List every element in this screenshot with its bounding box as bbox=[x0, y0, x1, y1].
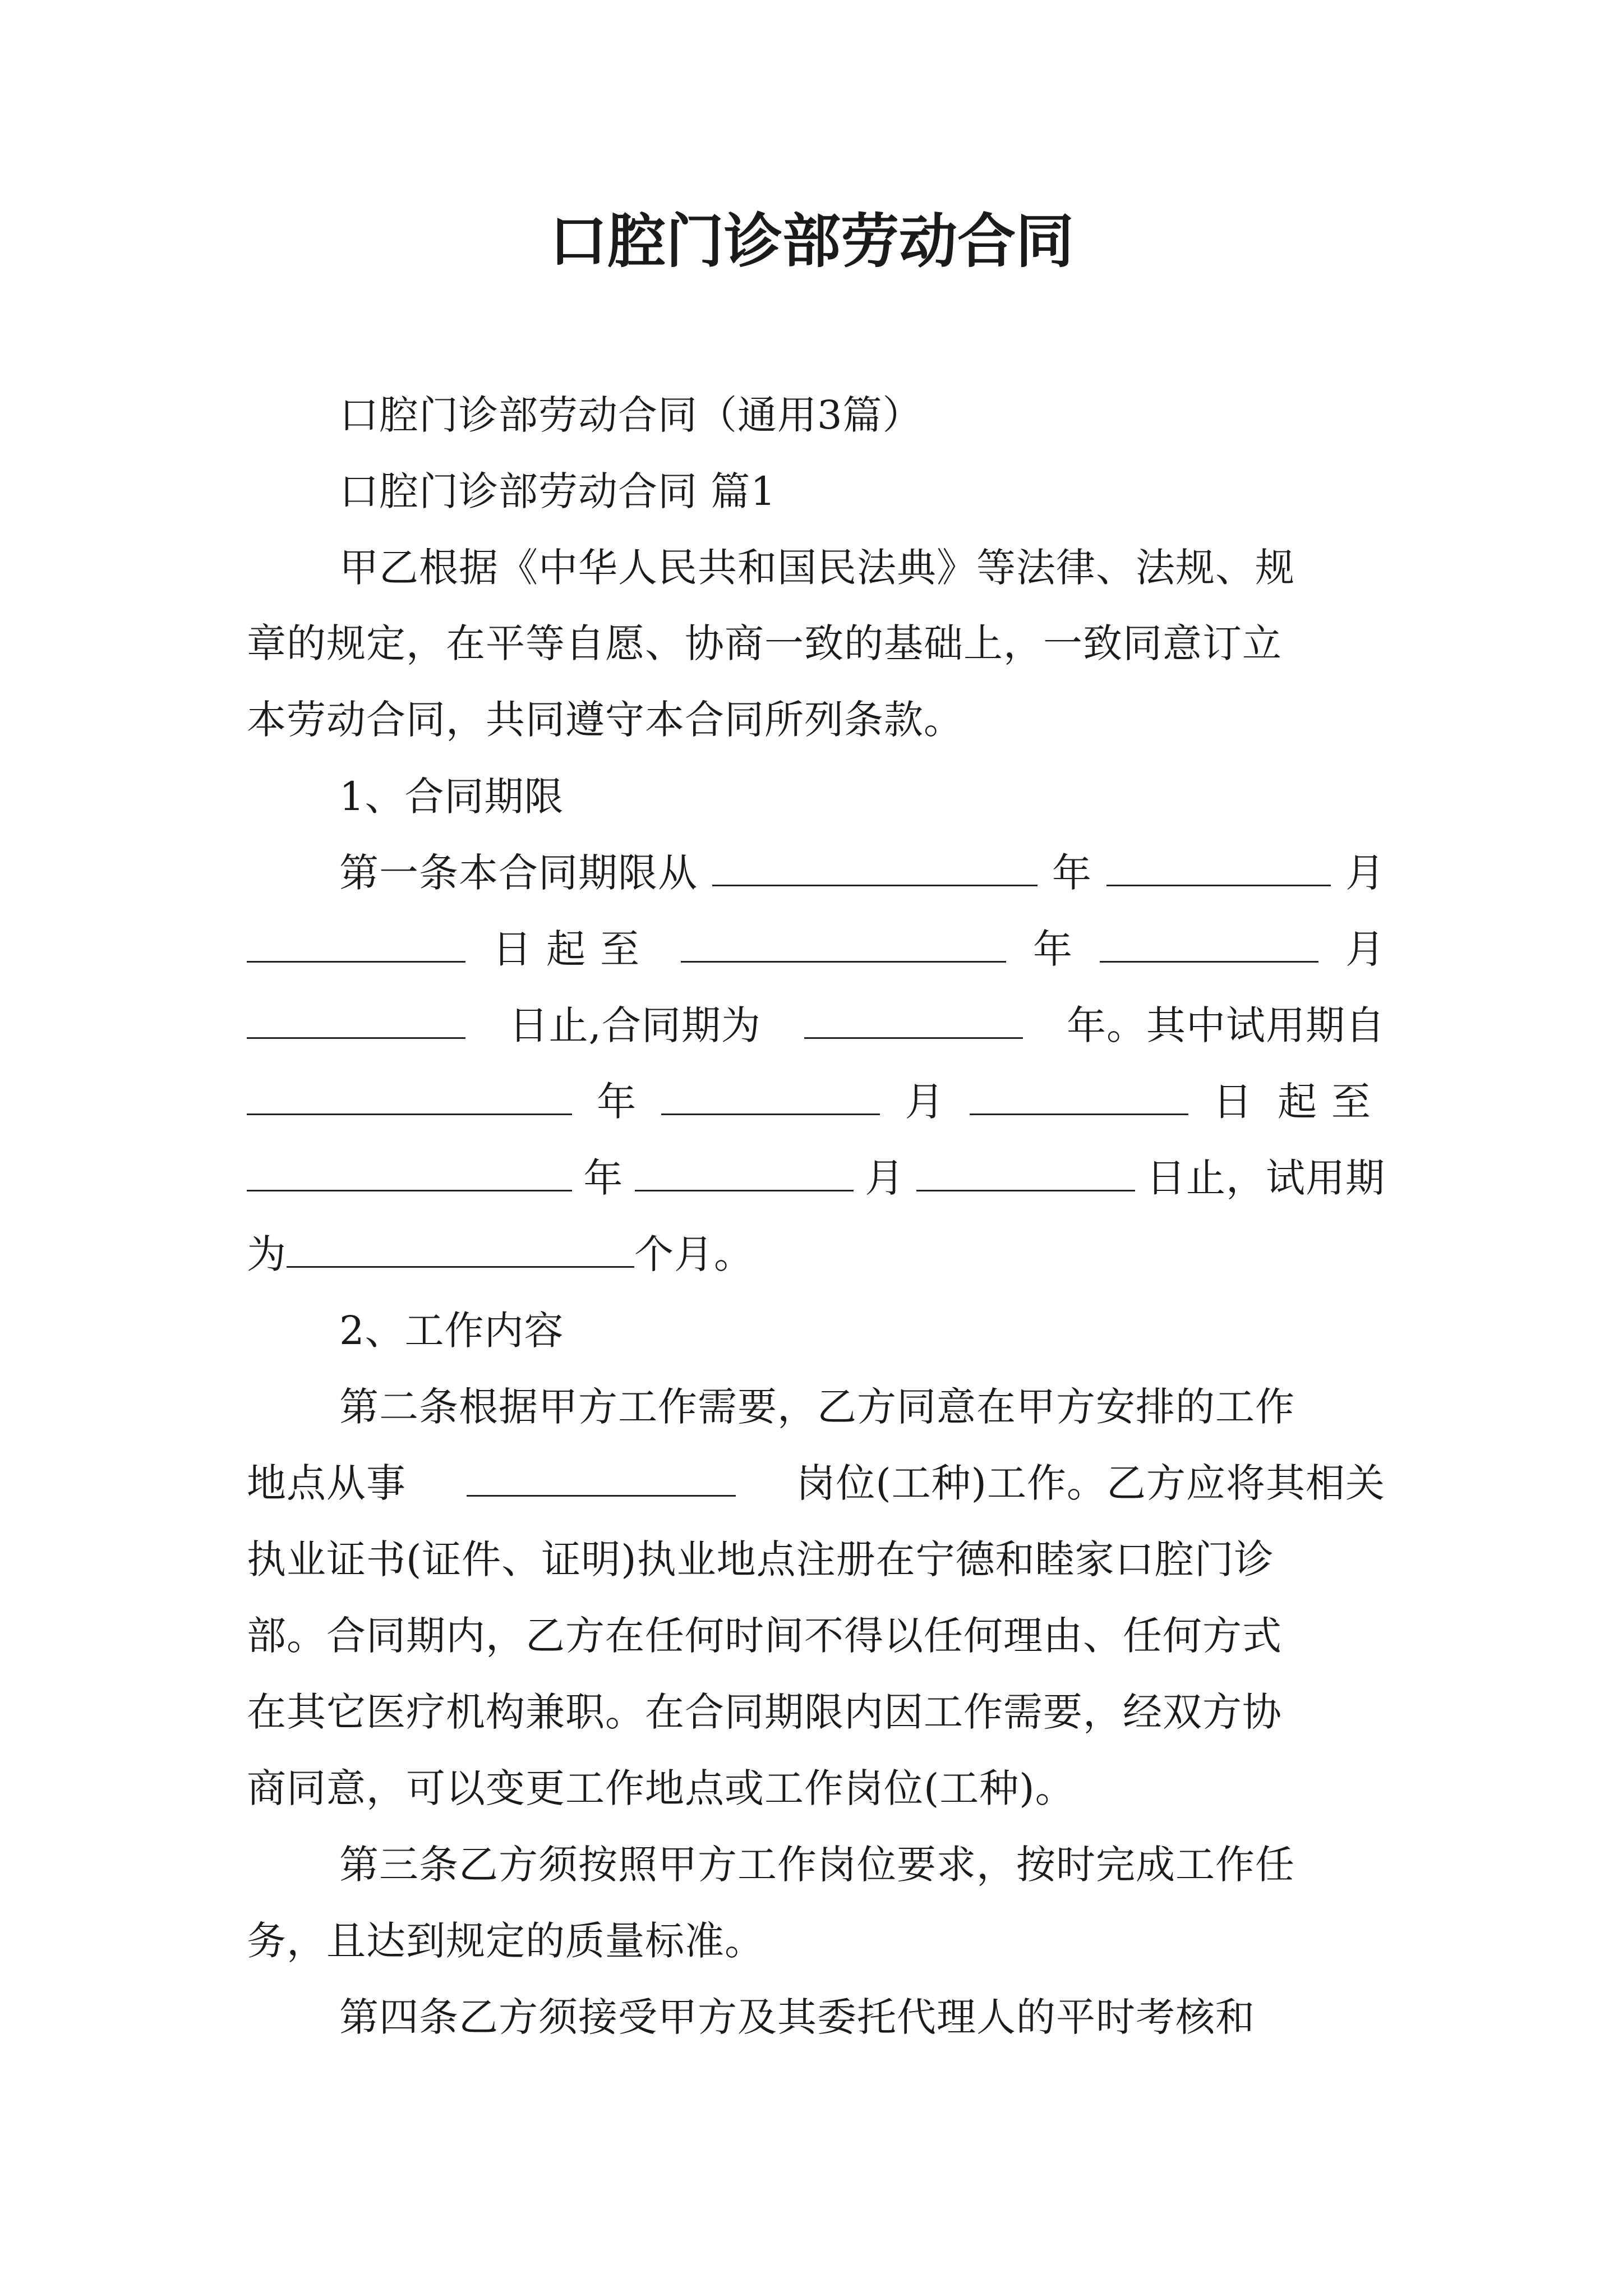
blank-field[interactable] bbox=[681, 922, 1006, 963]
subtitle: 口腔门诊部劳动合同（通用3篇） bbox=[339, 392, 923, 438]
blank-field[interactable] bbox=[916, 1151, 1135, 1191]
article-2-line-5: 在其它医疗机构兼职。在合同期限内因工作需要，经双方协 bbox=[247, 1689, 1282, 1735]
intro-line-2: 章的规定，在平等自愿、协商一致的基础上，一致同意订立 bbox=[247, 620, 1282, 666]
page-title: 口腔门诊部劳动合同 bbox=[548, 207, 1074, 275]
blank-field[interactable] bbox=[1106, 845, 1331, 886]
article-1-line-5: 年 月 日止，试用期 bbox=[247, 1150, 1385, 1206]
blank-field[interactable] bbox=[635, 1151, 854, 1191]
article-1-line-1: 第一条本合同期限从 年 月 bbox=[339, 845, 1385, 901]
blank-field[interactable] bbox=[247, 998, 465, 1039]
blank-field[interactable] bbox=[247, 1151, 572, 1191]
blank-field[interactable] bbox=[661, 1074, 880, 1115]
article-4-line-1: 第四条乙方须接受甲方及其委托代理人的平时考核和 bbox=[339, 1994, 1255, 2040]
article-2-line-3: 执业证书(证件、证明)执业地点注册在宁德和睦家口腔门诊 bbox=[247, 1536, 1274, 1582]
article-1-line-2: 日起至 年 月 bbox=[247, 921, 1385, 977]
blank-field[interactable] bbox=[247, 1074, 572, 1115]
blank-field[interactable] bbox=[970, 1074, 1188, 1115]
article-2-line-6: 商同意，可以变更工作地点或工作岗位(工种)。 bbox=[247, 1765, 1075, 1811]
article-1-line-4: 年 月 日 起至 bbox=[247, 1074, 1385, 1130]
intro-line-3: 本劳动合同，共同遵守本合同所列条款。 bbox=[247, 697, 963, 743]
section-1-heading: 1、合同期限 bbox=[339, 774, 564, 820]
blank-field[interactable] bbox=[804, 998, 1023, 1039]
article-2-line-2: 地点从事 岗位(工种)工作。乙方应将其相关 bbox=[247, 1455, 1385, 1511]
blank-field[interactable] bbox=[712, 845, 1038, 886]
blank-field[interactable] bbox=[1100, 922, 1318, 963]
blank-field[interactable] bbox=[247, 922, 465, 963]
article-1-line-3: 日止,合同期为 年。其中试用期自 bbox=[247, 997, 1385, 1053]
part-heading: 口腔门诊部劳动合同 篇1 bbox=[339, 468, 776, 514]
article-1-line-6: 为 个月。 bbox=[247, 1226, 1385, 1282]
section-2-heading: 2、工作内容 bbox=[339, 1308, 564, 1354]
article-2-line-4: 部。合同期内，乙方在任何时间不得以任何理由、任何方式 bbox=[247, 1613, 1282, 1659]
intro-line-1: 甲乙根据《中华人民共和国民法典》等法律、法规、规 bbox=[339, 545, 1295, 591]
article-2-line-1: 第二条根据甲方工作需要，乙方同意在甲方安排的工作 bbox=[339, 1384, 1295, 1430]
blank-field[interactable] bbox=[467, 1456, 736, 1497]
article-3-line-1: 第三条乙方须按照甲方工作岗位要求，按时完成工作任 bbox=[339, 1842, 1295, 1888]
blank-field[interactable] bbox=[287, 1227, 634, 1268]
article-3-line-2: 务，且达到规定的质量标准。 bbox=[247, 1918, 764, 1964]
